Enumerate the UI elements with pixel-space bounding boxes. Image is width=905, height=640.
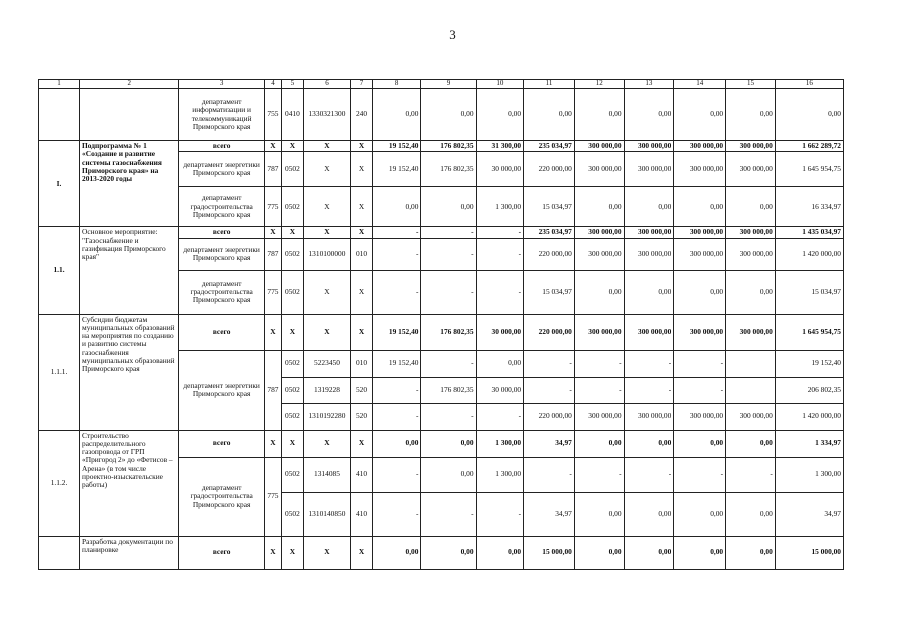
total-value: 15 034,97 bbox=[775, 270, 843, 314]
year-value: 30 000,00 bbox=[476, 152, 524, 187]
code-section: 0502 bbox=[282, 457, 304, 492]
code-section: X bbox=[282, 430, 304, 457]
year-value: 0,00 bbox=[574, 430, 624, 457]
year-value: - bbox=[372, 457, 421, 492]
code-expense-type: X bbox=[351, 536, 373, 569]
total-value: 206 802,35 bbox=[775, 377, 843, 403]
year-value: 220 000,00 bbox=[524, 238, 575, 270]
code-section: 0502 bbox=[282, 350, 304, 377]
year-value: 176 802,35 bbox=[421, 152, 476, 187]
code-expense-type: X bbox=[351, 314, 373, 350]
code-expense-type: X bbox=[351, 270, 373, 314]
year-value: 300 000,00 bbox=[574, 152, 624, 187]
year-value: - bbox=[476, 492, 524, 536]
header-cell: 6 bbox=[303, 80, 351, 89]
total-value: 1 420 000,00 bbox=[775, 403, 843, 430]
executor-cell: департамент градостроительства Приморского края bbox=[179, 187, 264, 227]
header-cell: 12 bbox=[574, 80, 624, 89]
code-target: 1310192280 bbox=[303, 403, 351, 430]
year-value: 220 000,00 bbox=[524, 403, 575, 430]
code-expense-type: 410 bbox=[351, 492, 373, 536]
year-value: - bbox=[372, 377, 421, 403]
year-value: 300 000,00 bbox=[624, 403, 674, 430]
header-cell: 9 bbox=[421, 80, 476, 89]
code-ministry: X bbox=[264, 227, 281, 238]
number-cell: 1.1.2. bbox=[39, 430, 80, 536]
code-ministry: X bbox=[264, 314, 281, 350]
header-cell: 3 bbox=[179, 80, 264, 89]
total-value: 1 420 000,00 bbox=[775, 238, 843, 270]
year-value: 300 000,00 bbox=[674, 403, 726, 430]
year-value: 19 152,40 bbox=[372, 314, 421, 350]
code-target: 1319228 bbox=[303, 377, 351, 403]
year-value: 15 034,97 bbox=[524, 270, 575, 314]
year-value: 176 802,35 bbox=[421, 314, 476, 350]
code-target: X bbox=[303, 430, 351, 457]
page-number: 3 bbox=[449, 27, 456, 42]
code-target: 1310140850 bbox=[303, 492, 351, 536]
year-value: - bbox=[624, 377, 674, 403]
year-value bbox=[726, 377, 776, 403]
year-value: 0,00 bbox=[574, 536, 624, 569]
year-value: 0,00 bbox=[674, 492, 726, 536]
year-value: 300 000,00 bbox=[574, 403, 624, 430]
year-value: - bbox=[476, 270, 524, 314]
year-value: - bbox=[624, 350, 674, 377]
year-value: 300 000,00 bbox=[726, 403, 776, 430]
executor-cell: всего bbox=[179, 227, 264, 238]
year-value: 0,00 bbox=[372, 89, 421, 141]
executor-cell: департамент информатизации и телекоммуникаций Приморского края bbox=[179, 89, 264, 141]
year-value: 0,00 bbox=[574, 89, 624, 141]
code-section: X bbox=[282, 141, 304, 152]
name-cell: Субсидии бюджетам муниципальных образований на мероприятия по созданию и развитию системы газоснабжения муниципальных образований Приморского края bbox=[80, 314, 179, 430]
year-value: 300 000,00 bbox=[574, 227, 624, 238]
year-value: 300 000,00 bbox=[726, 227, 776, 238]
year-value: 220 000,00 bbox=[524, 152, 575, 187]
year-value: 0,00 bbox=[476, 536, 524, 569]
year-value: - bbox=[421, 270, 476, 314]
year-value: 300 000,00 bbox=[674, 238, 726, 270]
year-value: 300 000,00 bbox=[674, 141, 726, 152]
year-value: 0,00 bbox=[726, 187, 776, 227]
code-section: 0502 bbox=[282, 152, 304, 187]
year-value: 300 000,00 bbox=[674, 227, 726, 238]
year-value: - bbox=[421, 227, 476, 238]
year-value: - bbox=[421, 492, 476, 536]
code-target: X bbox=[303, 187, 351, 227]
year-value: 34,97 bbox=[524, 492, 575, 536]
code-ministry: X bbox=[264, 536, 281, 569]
code-section: 0502 bbox=[282, 187, 304, 227]
table-row bbox=[39, 227, 844, 238]
code-section: 0502 bbox=[282, 377, 304, 403]
code-ministry: 775 bbox=[264, 270, 281, 314]
code-expense-type: X bbox=[351, 141, 373, 152]
code-section: 0502 bbox=[282, 403, 304, 430]
table-row bbox=[39, 536, 844, 569]
year-value: 1 300,00 bbox=[476, 457, 524, 492]
year-value: 0,00 bbox=[624, 430, 674, 457]
year-value: 0,00 bbox=[674, 187, 726, 227]
code-ministry: 775 bbox=[264, 457, 281, 536]
year-value: - bbox=[421, 238, 476, 270]
year-value: 0,00 bbox=[476, 89, 524, 141]
total-value: 1 334,97 bbox=[775, 430, 843, 457]
code-expense-type: X bbox=[351, 187, 373, 227]
year-value: 0,00 bbox=[574, 187, 624, 227]
year-value: - bbox=[524, 350, 575, 377]
code-section: 0502 bbox=[282, 492, 304, 536]
total-value: 0,00 bbox=[775, 89, 843, 141]
year-value: - bbox=[372, 238, 421, 270]
total-value: 19 152,40 bbox=[775, 350, 843, 377]
table-row bbox=[39, 314, 844, 350]
total-value: 1 435 034,97 bbox=[775, 227, 843, 238]
year-value: - bbox=[674, 457, 726, 492]
code-section: X bbox=[282, 227, 304, 238]
header-cell: 10 bbox=[476, 80, 524, 89]
executor-cell: всего bbox=[179, 430, 264, 457]
year-value: 0,00 bbox=[476, 350, 524, 377]
year-value: 1 300,00 bbox=[476, 187, 524, 227]
name-cell: Строительство распределительного газопровода от ГРП «Пригород 2» до «Фетисов – Арена» (в том числе проектно-изыскательские работы) bbox=[80, 430, 179, 536]
code-ministry: 787 bbox=[264, 152, 281, 187]
name-cell bbox=[80, 89, 179, 141]
code-ministry: 787 bbox=[264, 350, 281, 430]
year-value: 0,00 bbox=[574, 270, 624, 314]
year-value: 15 034,97 bbox=[524, 187, 575, 227]
number-cell: 1.1.1. bbox=[39, 314, 80, 430]
year-value: 235 034,97 bbox=[524, 141, 575, 152]
year-value: - bbox=[726, 457, 776, 492]
year-value: 300 000,00 bbox=[624, 141, 674, 152]
year-value: 300 000,00 bbox=[574, 141, 624, 152]
code-target: 5223450 bbox=[303, 350, 351, 377]
header-cell: 11 bbox=[524, 80, 575, 89]
code-ministry: 775 bbox=[264, 187, 281, 227]
year-value: 176 802,35 bbox=[421, 141, 476, 152]
header-cell: 1 bbox=[39, 80, 80, 89]
name-cell: Разработка документации по планировке bbox=[80, 536, 179, 569]
code-expense-type: 520 bbox=[351, 377, 373, 403]
year-value: 300 000,00 bbox=[726, 152, 776, 187]
executor-cell: всего bbox=[179, 141, 264, 152]
code-expense-type: X bbox=[351, 430, 373, 457]
year-value: 19 152,40 bbox=[372, 350, 421, 377]
executor-cell: департамент энергетики Приморского края bbox=[179, 350, 264, 430]
code-section: 0502 bbox=[282, 238, 304, 270]
year-value: - bbox=[624, 457, 674, 492]
code-expense-type: 240 bbox=[351, 89, 373, 141]
year-value: 0,00 bbox=[421, 89, 476, 141]
year-value: - bbox=[476, 238, 524, 270]
total-value: 1 645 954,75 bbox=[775, 152, 843, 187]
year-value: 300 000,00 bbox=[624, 227, 674, 238]
year-value bbox=[726, 350, 776, 377]
year-value: 235 034,97 bbox=[524, 227, 575, 238]
year-value: - bbox=[372, 492, 421, 536]
header-cell: 16 bbox=[775, 80, 843, 89]
year-value: - bbox=[372, 270, 421, 314]
name-cell: Подпрограмма № 1 «Создание и развитие системы газоснабжения Приморского края» на 2013-2020 годы bbox=[80, 141, 179, 227]
code-expense-type: 010 bbox=[351, 238, 373, 270]
year-value: - bbox=[574, 457, 624, 492]
year-value: 0,00 bbox=[421, 457, 476, 492]
total-value: 15 000,00 bbox=[775, 536, 843, 569]
year-value: 1 300,00 bbox=[476, 430, 524, 457]
total-value: 1 645 954,75 bbox=[775, 314, 843, 350]
year-value: 300 000,00 bbox=[726, 141, 776, 152]
executor-cell: департамент градостроительства Приморского края bbox=[179, 270, 264, 314]
year-value: - bbox=[421, 350, 476, 377]
code-expense-type: X bbox=[351, 152, 373, 187]
year-value: - bbox=[674, 377, 726, 403]
program-funding-table bbox=[38, 79, 844, 570]
year-value: 30 000,00 bbox=[476, 377, 524, 403]
table-row bbox=[39, 141, 844, 152]
code-target: 1314085 bbox=[303, 457, 351, 492]
year-value: 300 000,00 bbox=[674, 152, 726, 187]
year-value: 0,00 bbox=[726, 430, 776, 457]
year-value: 0,00 bbox=[674, 430, 726, 457]
year-value: - bbox=[372, 227, 421, 238]
year-value: - bbox=[574, 377, 624, 403]
number-cell: I. bbox=[39, 141, 80, 227]
code-ministry: X bbox=[264, 430, 281, 457]
year-value: 0,00 bbox=[624, 187, 674, 227]
header-cell: 8 bbox=[372, 80, 421, 89]
year-value: 300 000,00 bbox=[574, 238, 624, 270]
number-cell: 1.1. bbox=[39, 227, 80, 314]
year-value: 0,00 bbox=[726, 270, 776, 314]
year-value: 300 000,00 bbox=[574, 314, 624, 350]
header-cell: 14 bbox=[674, 80, 726, 89]
name-cell: Основное мероприятие: "Газоснабжение и газификация Приморского края" bbox=[80, 227, 179, 314]
year-value: 0,00 bbox=[524, 89, 575, 141]
year-value: 0,00 bbox=[726, 536, 776, 569]
year-value: 0,00 bbox=[674, 89, 726, 141]
code-target: X bbox=[303, 536, 351, 569]
code-section: X bbox=[282, 536, 304, 569]
year-value: 0,00 bbox=[726, 89, 776, 141]
code-section: 0410 bbox=[282, 89, 304, 141]
code-ministry: 787 bbox=[264, 238, 281, 270]
year-value: - bbox=[421, 403, 476, 430]
year-value: 19 152,40 bbox=[372, 141, 421, 152]
code-expense-type: X bbox=[351, 227, 373, 238]
year-value: 300 000,00 bbox=[624, 238, 674, 270]
year-value: 176 802,35 bbox=[421, 377, 476, 403]
year-value: 0,00 bbox=[574, 492, 624, 536]
year-value: 0,00 bbox=[421, 536, 476, 569]
year-value: 31 300,00 bbox=[476, 141, 524, 152]
code-target: X bbox=[303, 141, 351, 152]
year-value: 0,00 bbox=[372, 430, 421, 457]
year-value: 0,00 bbox=[674, 270, 726, 314]
year-value: 0,00 bbox=[624, 492, 674, 536]
header-cell: 5 bbox=[282, 80, 304, 89]
code-target: X bbox=[303, 227, 351, 238]
year-value: 0,00 bbox=[421, 187, 476, 227]
code-expense-type: 520 bbox=[351, 403, 373, 430]
code-target: X bbox=[303, 152, 351, 187]
header-cell: 15 bbox=[726, 80, 776, 89]
code-section: X bbox=[282, 314, 304, 350]
executor-cell: департамент градостроительства Приморского края bbox=[179, 457, 264, 536]
number-cell bbox=[39, 536, 80, 569]
year-value: 0,00 bbox=[674, 536, 726, 569]
code-target: 1310100000 bbox=[303, 238, 351, 270]
code-expense-type: 010 bbox=[351, 350, 373, 377]
code-ministry: X bbox=[264, 141, 281, 152]
year-value: - bbox=[524, 377, 575, 403]
header-cell: 4 bbox=[264, 80, 281, 89]
code-target: X bbox=[303, 314, 351, 350]
code-ministry: 755 bbox=[264, 89, 281, 141]
year-value: - bbox=[524, 457, 575, 492]
year-value: 300 000,00 bbox=[624, 314, 674, 350]
year-value: 0,00 bbox=[372, 187, 421, 227]
executor-cell: всего bbox=[179, 314, 264, 350]
total-value: 1 300,00 bbox=[775, 457, 843, 492]
total-value: 34,97 bbox=[775, 492, 843, 536]
code-expense-type: 410 bbox=[351, 457, 373, 492]
table-row bbox=[39, 430, 844, 457]
code-target: 1330321300 bbox=[303, 89, 351, 141]
number-cell bbox=[39, 89, 80, 141]
code-section: 0502 bbox=[282, 270, 304, 314]
year-value: 0,00 bbox=[726, 492, 776, 536]
header-cell: 13 bbox=[624, 80, 674, 89]
year-value: - bbox=[476, 403, 524, 430]
total-value: 16 334,97 bbox=[775, 187, 843, 227]
year-value: 0,00 bbox=[372, 536, 421, 569]
year-value: 300 000,00 bbox=[674, 314, 726, 350]
year-value: 0,00 bbox=[624, 536, 674, 569]
year-value: 19 152,40 bbox=[372, 152, 421, 187]
header-cell: 7 bbox=[351, 80, 373, 89]
table-row bbox=[39, 89, 844, 141]
year-value: 0,00 bbox=[624, 270, 674, 314]
year-value: 300 000,00 bbox=[726, 314, 776, 350]
year-value: 30 000,00 bbox=[476, 314, 524, 350]
year-value: - bbox=[372, 403, 421, 430]
code-target: X bbox=[303, 270, 351, 314]
year-value: 34,97 bbox=[524, 430, 575, 457]
year-value: 0,00 bbox=[421, 430, 476, 457]
executor-cell: всего bbox=[179, 536, 264, 569]
year-value: 0,00 bbox=[624, 89, 674, 141]
year-value: - bbox=[574, 350, 624, 377]
total-value: 1 662 289,72 bbox=[775, 141, 843, 152]
year-value: 15 000,00 bbox=[524, 536, 575, 569]
column-number-header bbox=[39, 80, 844, 89]
year-value: 300 000,00 bbox=[726, 238, 776, 270]
executor-cell: департамент энергетики Приморского края bbox=[179, 238, 264, 270]
year-value: - bbox=[476, 227, 524, 238]
executor-cell: департамент энергетики Приморского края bbox=[179, 152, 264, 187]
year-value: 300 000,00 bbox=[624, 152, 674, 187]
year-value: 220 000,00 bbox=[524, 314, 575, 350]
year-value: - bbox=[674, 350, 726, 377]
header-cell: 2 bbox=[80, 80, 179, 89]
